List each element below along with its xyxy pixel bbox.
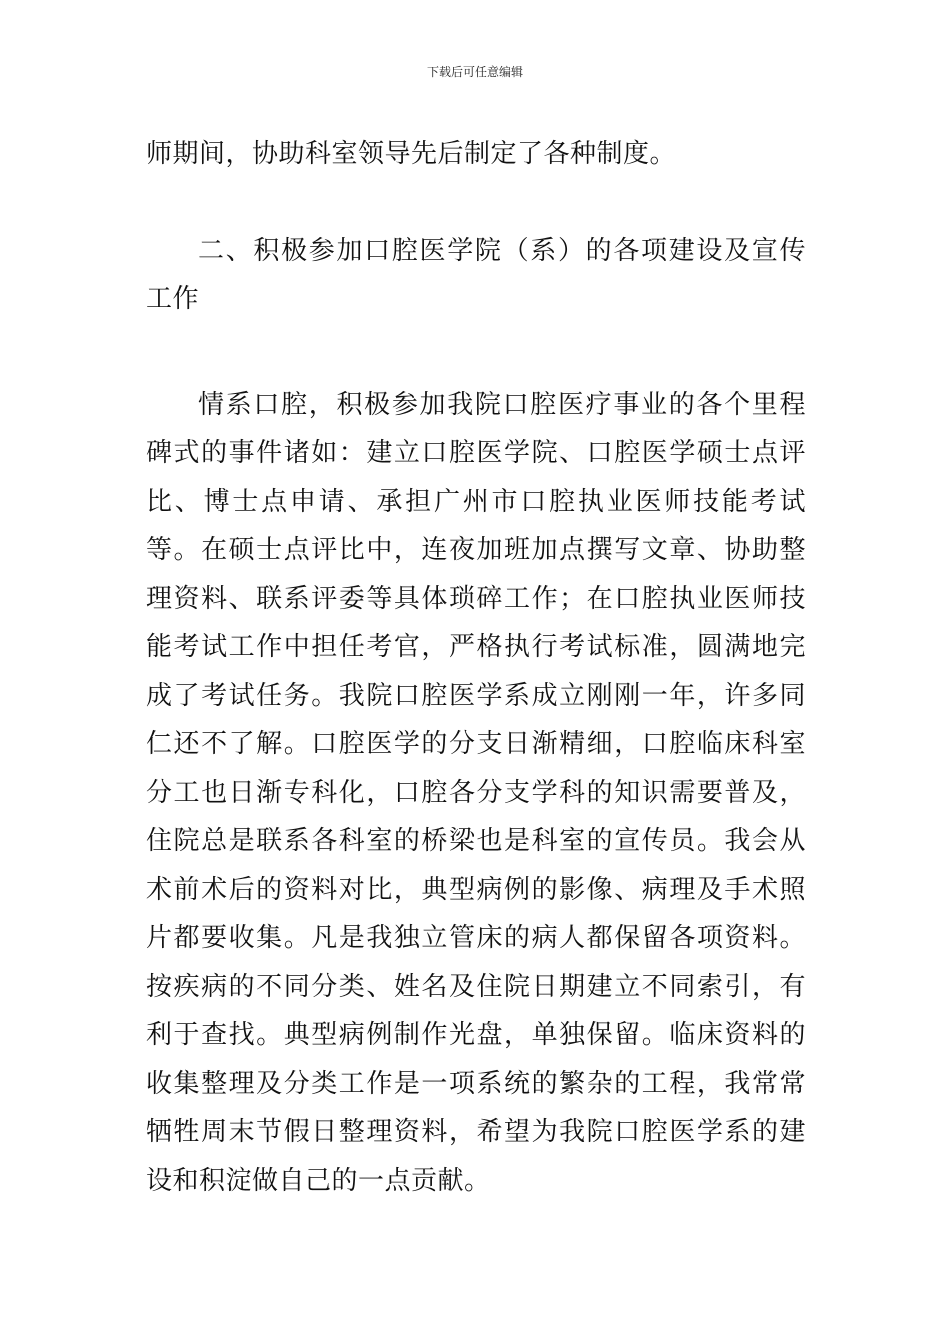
section-heading: 二、积极参加口腔医学院（系）的各项建设及宣传工作	[146, 235, 806, 314]
page-header: 下载后可任意编辑	[426, 65, 523, 79]
body-paragraph: 情系口腔，积极参加我院口腔医疗事业的各个里程碑式的事件诸如：建立口腔医学院、口腔医学硕士点评比、博士点申请、承担广州市口腔执业医师技能考试等。在硕士点评比中，连夜加班加点撰写文章、协助整理资料、联系评委等具体琐碎工作；在口腔执业医师技能考试工作中担任考官，严格执行考试标准，圆满地完成了考试任务。我院口腔医学系成立刚刚一年，许多同仁还不了解。口腔医学的分支日渐精细，口腔临床科室分工也日渐专科化，口腔各分支学科的知识需要普及，住院总是联系各科室的桥梁也是科室的宣传员。我会从术前术后的资料对比，典型病例的影像、病理及手术照片都要收集。凡是我独立管床的病人都保留各项资料。按疾病的不同分类、姓名及住院日期建立不同索引，有利于查找。典型病例制作光盘，单独保留。临床资料的收集整理及分类工作是一项系统的繁杂的工程，我常常牺牲周末节假日整理资料，希望为我院口腔医学系的建设和积淀做自己的一点贡献。	[146, 389, 806, 1196]
continuation-paragraph: 师期间，协助科室领导先后制定了各种制度。	[146, 139, 677, 169]
document-body	[146, 130, 806, 1205]
